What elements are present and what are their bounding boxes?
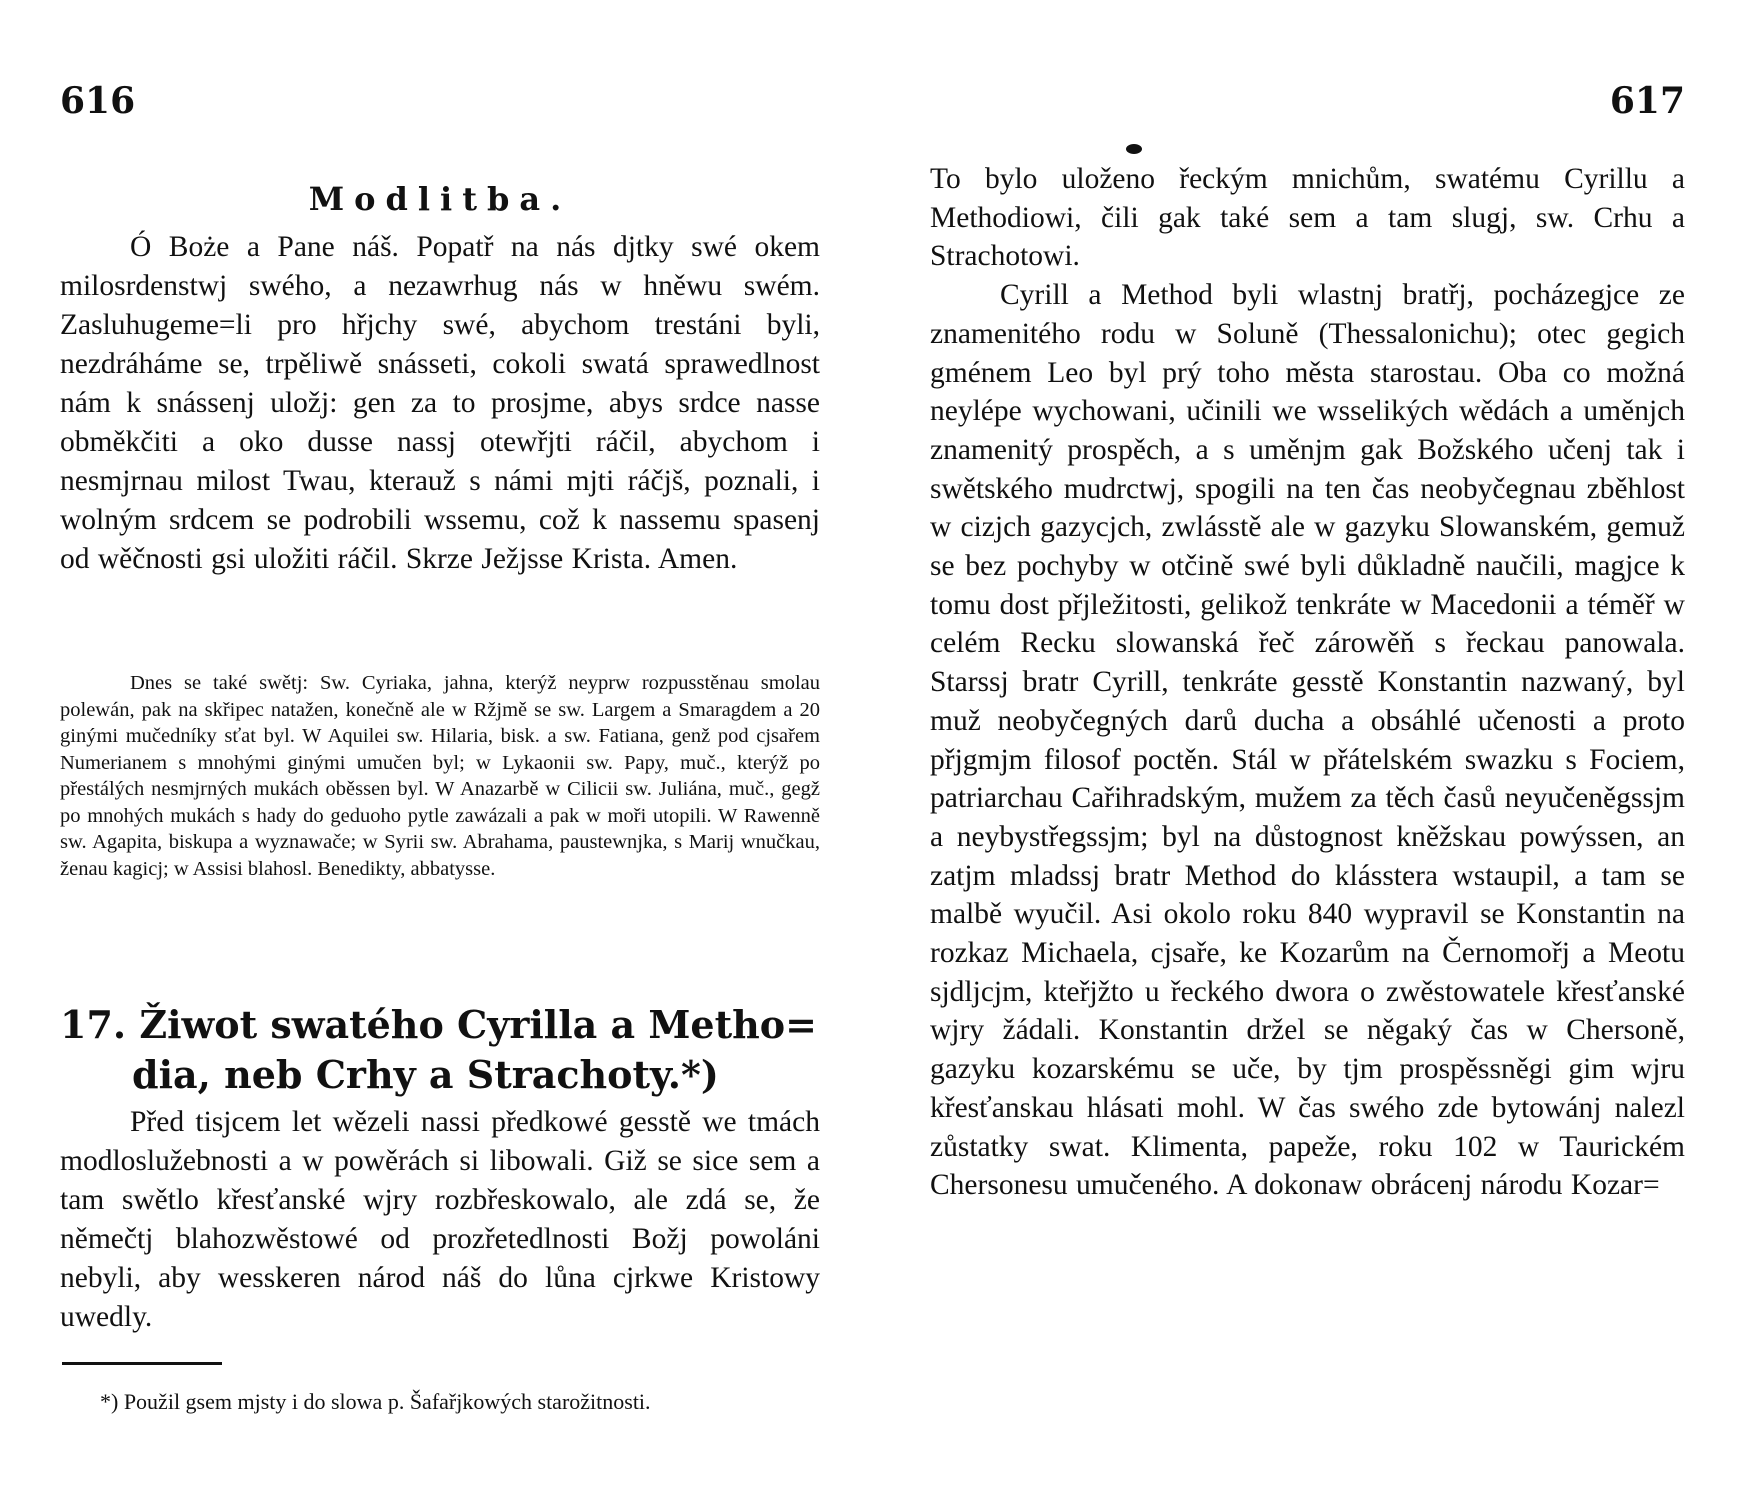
left-page — [60, 0, 820, 1500]
chapter-title — [60, 1000, 820, 1100]
prayer-heading: Modlitba. — [308, 180, 572, 218]
footnote-divider — [62, 1362, 222, 1365]
right-page — [930, 0, 1685, 1500]
saints-of-the-day-note: Dnes se také swětj: Sw. Cyriaka, jahna, kterýž neyprw rozpusstěnau smolau polewán, pak na skřipec natažen, konečně ale w Ržjmě se sw. Largem a Smaragdem a 20 ginými mučedníky sťat byl. W Aquilei sw. Hilaria, bisk. a sw. Fatiana, genž pod cjsařem Numerianem s mnohými ginými umučen byl; w Lykaonii sw. Papy, muč., kterýž po přestálých nesmjrných mukách oběssen byl. W Anazarbě w Cilicii sw. Juliána, muč., gegž po mnohých mukách s hady do geduoho pytle zawázali a pak w moři utopili. W Rawenně sw. Agapita, biskupa a wyznawače; w Syrii sw. Abrahama, paustewnjka, s Marij wnučkau, ženau kagicj; w Assisi blahosl. Benedikty, abbatysse. — [60, 672, 820, 880]
chapter-opening — [60, 1103, 820, 1337]
right-paragraph-2: Cyrill a Method byli wlastnj bratřj, pocházegjce ze znamenitého rodu w Soluně (Thessalonichu); otec gegich gménem Leo byl prý toho města starostau. Oba co možná neylépe wychowani, učinili we wsselikých wědách a uměnjch znamenitý prospěch, a s uměnjm gak Božského učenj tak i swětského mudrctwj, spogili na ten čas neobyčegnau zběhlost w cizjch gazycjch, zwlásstě ale w gazyku Slowanském, gemuž se bez pochyby w otčině swé byli důkladně naučili, magjce k tomu dost přjležitosti, gelikož tenkráte w Macedonii a téměř w celém Recku slowanská řeč zárowěň s řeckau panowala. Starssj bratr Cyrill, tenkráte gesstě Konstantin nazwaný, byl muž neobyčegných darů ducha a obsáhlé učenosti a proto přjgmjm filosof poctěn. Stál w přátelském swazku s Fociem, patriarchau Cařihradským, mužem za těch časů neyučeněgssjm a neybystřegssjm; byl na důstognost kněžskau powýssen, an zatjm mladssj bratr Method do klássterа wstaupil, a tam se malbě wyučil. Asi okolo roku 840 wypravil se Konstantin na rozkaz Michaela, cjsaře, ke Kozarům na Černomořj a Meotu sjdljcjm, kteřjžto u řeckého dwora o zwěstowatele křesťanské wjry žádali. Konstantin držel se něgaký čas w Chersoně, gazyku kozarskému se uče, by tjm prospěssněgi gim wjru křesťanskau hlásati mohl. W čas swého zde bytowánj nalezl zůstatky swat. Klimenta, papeže, roku 102 w Taurickém Chersonesu umučeného. A dokonaw obrácenj národu Kozar= — [930, 279, 1685, 1202]
right-page-text — [930, 160, 1685, 1205]
right-paragraph-1: To bylo uloženo řeckým mnichům, swatému Cyrillu a Methodiowi, čili gak také sem a tam slugj, sw. Crhu a Strachotowi. — [930, 163, 1685, 273]
prayer-text: Ó Boże a Pane náš. Popatř na nás djtky swé okem milosrdenstwj swého, a nezawrhug nás w hněwu swém. Zasluhugeme=li pro hřjchy swé, abychom trestáni byli, nezdráháme se, trpěliwě snásseti, cokoli swatá sprawedlnost nám k snássenj uložj: gen za to prosjme, abys srdce nasse obměkčiti a oko dusse nassj otewřjti ráčil, abychom i nesmjrnau milost Twau, kterauž s námi mjti ráčjš, poznali, i wolným srdcem se podrobili wssemu, což k nassemu spasenj od wěčnosti gsi uložiti ráčil. Skrze Ježjsse Krista. Amen. — [60, 231, 820, 575]
page-number-right: 617 — [1609, 80, 1685, 122]
footnote: *) Použil gsem mjsty i do slowa p. Šafařjkowých starožitnosti. — [100, 1389, 651, 1414]
page-number-left: 616 — [60, 80, 136, 122]
prayer-block — [60, 228, 820, 579]
chapter-title-line-2: dia, neb Crhy a Strachoty.*) — [132, 1052, 719, 1097]
chapter-title-line-1: 17. Žiwot swatého Cyrilla a Metho= — [60, 1002, 817, 1047]
ink-mark — [1126, 144, 1142, 154]
chapter-paragraph: Před tisjcem let wězeli nassi předkowé gesstě we tmách modloslužebnosti a w powěrách si libowali. Giž se sice sem a tam swětlo křesťanské wjry rozbřeskowalo, ale zdá se, že němečtj blahozwěstowé od prozřetedlnosti Božj powoláni nebyli, aby wesskeren národ náš do lůna cjrkwe Kristowy uwedly. — [60, 1106, 820, 1333]
